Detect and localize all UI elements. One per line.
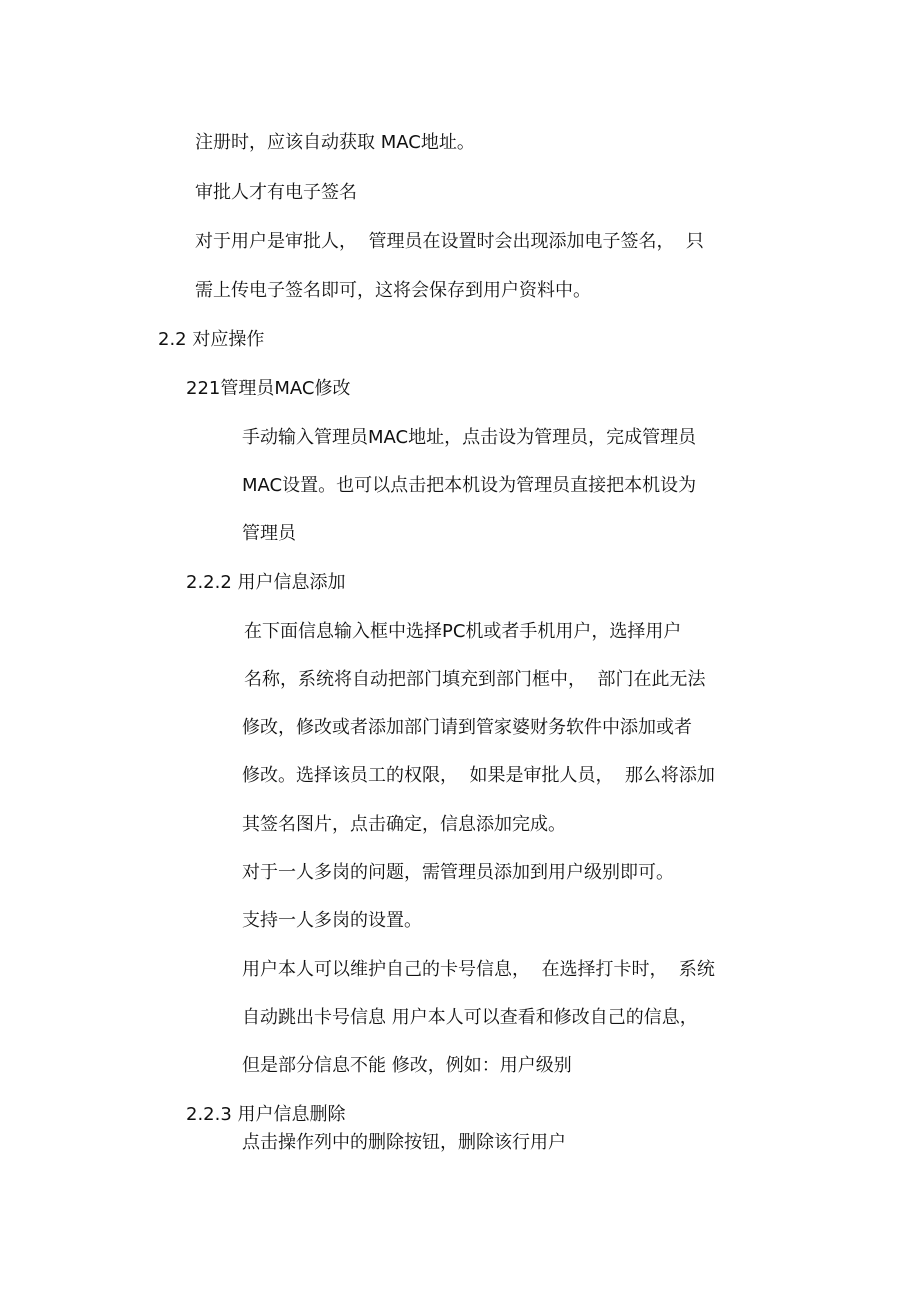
paragraph-line: MAC设置。也可以点击把本机设为管理员直接把本机设为 [242,475,697,496]
paragraph-line: 用户本人可以维护自己的卡号信息， 在选择打卡时， 系统 [242,959,715,980]
paragraph-line: 管理员 [242,523,296,544]
paragraph-line: 其签名图片，点击确定，信息添加完成。 [242,814,566,835]
paragraph-line: 点击操作列中的删除按钮，删除该行用户 [242,1132,566,1153]
paragraph-line: 修改，修改或者添加部门请到管家婆财务软件中添加或者 [242,717,692,738]
paragraph-line: 在下面信息输入框中选择PC机或者手机用户，选择用户 [244,621,682,642]
paragraph-line: 对于一人多岗的问题，需管理员添加到用户级别即可。 [242,862,674,883]
paragraph-line: 手动输入管理员MAC地址，点击设为管理员，完成管理员 [242,427,697,448]
subsection-heading: 221管理员MAC修改 [186,378,351,399]
paragraph-line: 对于用户是审批人， 管理员在设置时会出现添加电子签名， 只 [195,231,704,252]
subsection-heading: 2.2.2 用户信息添加 [186,572,346,593]
paragraph-line: 名称，系统将自动把部门填充到部门框中， 部门在此无法 [244,669,706,690]
paragraph-line: 支持一人多岗的设置。 [242,910,422,931]
section-heading: 2.2 对应操作 [158,329,265,350]
subsection-heading: 2.2.3 用户信息删除 [186,1104,346,1125]
paragraph-line: 修改。选择该员工的权限， 如果是审批人员， 那么将添加 [242,765,715,786]
paragraph-line: 但是部分信息不能 修改，例如：用户级别 [242,1055,572,1076]
paragraph-line: 注册时，应该自动获取 MAC地址。 [195,132,475,153]
paragraph-line: 需上传电子签名即可，这将会保存到用户资料中。 [195,280,591,301]
paragraph-line: 自动跳出卡号信息 用户本人可以查看和修改自己的信息， [242,1007,698,1028]
paragraph-line: 审批人才有电子签名 [195,182,357,203]
